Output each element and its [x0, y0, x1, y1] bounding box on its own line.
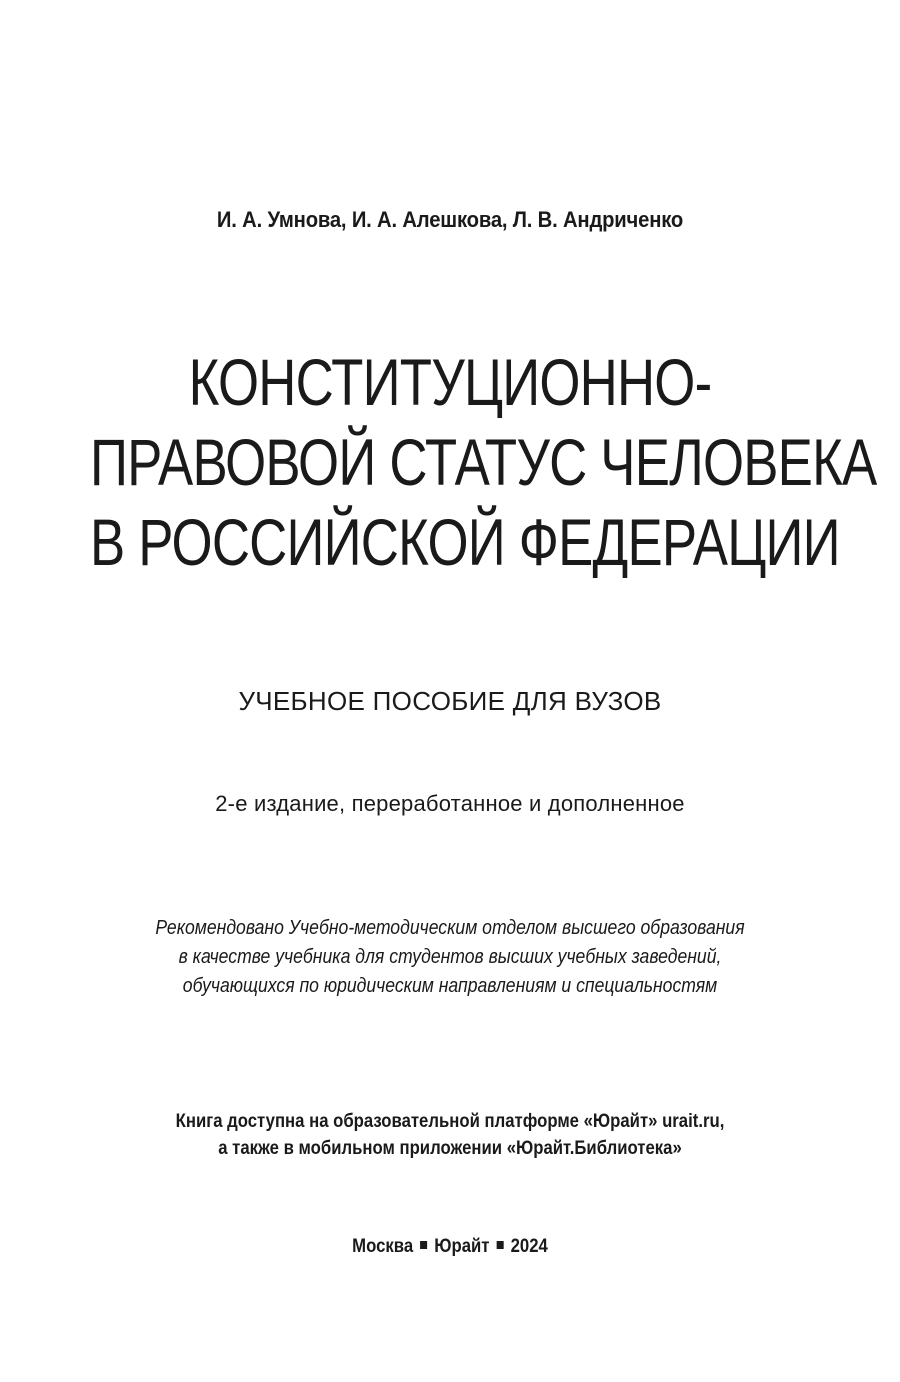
book-title-line: ПРАВОВОЙ СТАТУС ЧЕЛОВЕКА [90, 425, 877, 499]
availability-line: Книга доступна на образовательной платформе «Юрайт» urait.ru, [175, 1111, 725, 1132]
authors: И. А. Умнова, И. А. Алешкова, Л. В. Андриченко [216, 207, 684, 232]
imprint-publisher: Юрайт [434, 1236, 490, 1257]
recommendation-note [0, 914, 900, 1001]
recommendation-line: Рекомендовано Учебно-методическим отделом высшего образования [155, 917, 745, 939]
imprint [54, 1236, 846, 1258]
edition-note: 2-е издание, переработанное и дополненное [215, 791, 685, 816]
book-title [0, 342, 900, 582]
imprint-year: 2024 [510, 1236, 548, 1257]
recommendation-line: в качестве учебника для студентов высших учебных заведений, [178, 946, 722, 968]
book-subtitle: УЧЕБНОЕ ПОСОБИЕ ДЛЯ ВУЗОВ [238, 686, 662, 716]
availability-note [0, 1108, 900, 1162]
book-title-line: КОНСТИТУЦИОННО- [188, 345, 712, 419]
square-bullet-icon [497, 1241, 504, 1249]
imprint-city: Москва [352, 1236, 414, 1257]
book-title-line: В РОССИЙСКОЙ ФЕДЕРАЦИИ [90, 505, 840, 579]
availability-line: а также в мобильном приложении «Юрайт.Библиотека» [218, 1138, 682, 1159]
square-bullet-icon [420, 1241, 427, 1249]
recommendation-line: обучающихся по юридическим направлениям и специальностям [182, 975, 718, 997]
